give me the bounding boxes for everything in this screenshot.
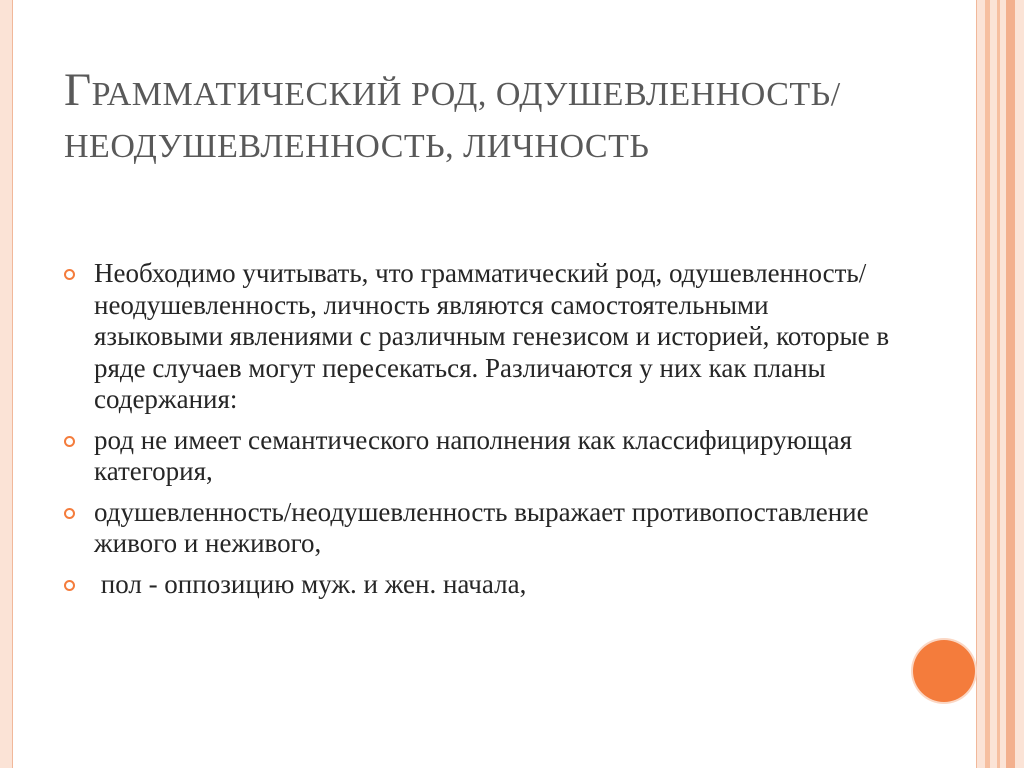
title-rest: РАММАТИЧЕСКИЙ РОД, ОДУШЕВЛЕННОСТЬ/ НЕОДУШЕВЛЕННОСТЬ, ЛИЧНОСТЬ — [64, 76, 841, 165]
bullet-text: пол - оппозицию муж. и жен. начала, — [94, 568, 527, 599]
bullet-icon — [64, 269, 75, 280]
list-item — [64, 258, 894, 416]
bullet-icon — [64, 508, 75, 519]
bullet-icon — [64, 580, 75, 591]
bullet-list — [64, 258, 894, 609]
bullet-text: Необходимо учитывать, что грамматический род, одушевленность/неодушевленность, личность являются самостоятельными языковыми явлениями с различным генезисом и историей, которые в ряде случаев могут пересекаться. Различаются у них как планы содержания: — [94, 258, 890, 414]
bullet-text: одушевленность/неодушевленность выражает противопоставление живого и неживого, — [94, 496, 869, 558]
decorative-stripe — [985, 0, 990, 768]
bullet-icon — [64, 436, 75, 447]
decorative-stripe — [1006, 0, 1015, 768]
slide-title — [64, 64, 884, 173]
decorative-stripe — [997, 0, 1000, 768]
title-first-letter: Г — [64, 64, 92, 116]
decorative-circle — [913, 640, 975, 702]
list-item — [64, 497, 894, 560]
list-item — [64, 425, 894, 488]
list-item — [64, 569, 894, 601]
bullet-text: род не имеет семантического наполнения как классифицирующая категория, — [94, 424, 852, 486]
